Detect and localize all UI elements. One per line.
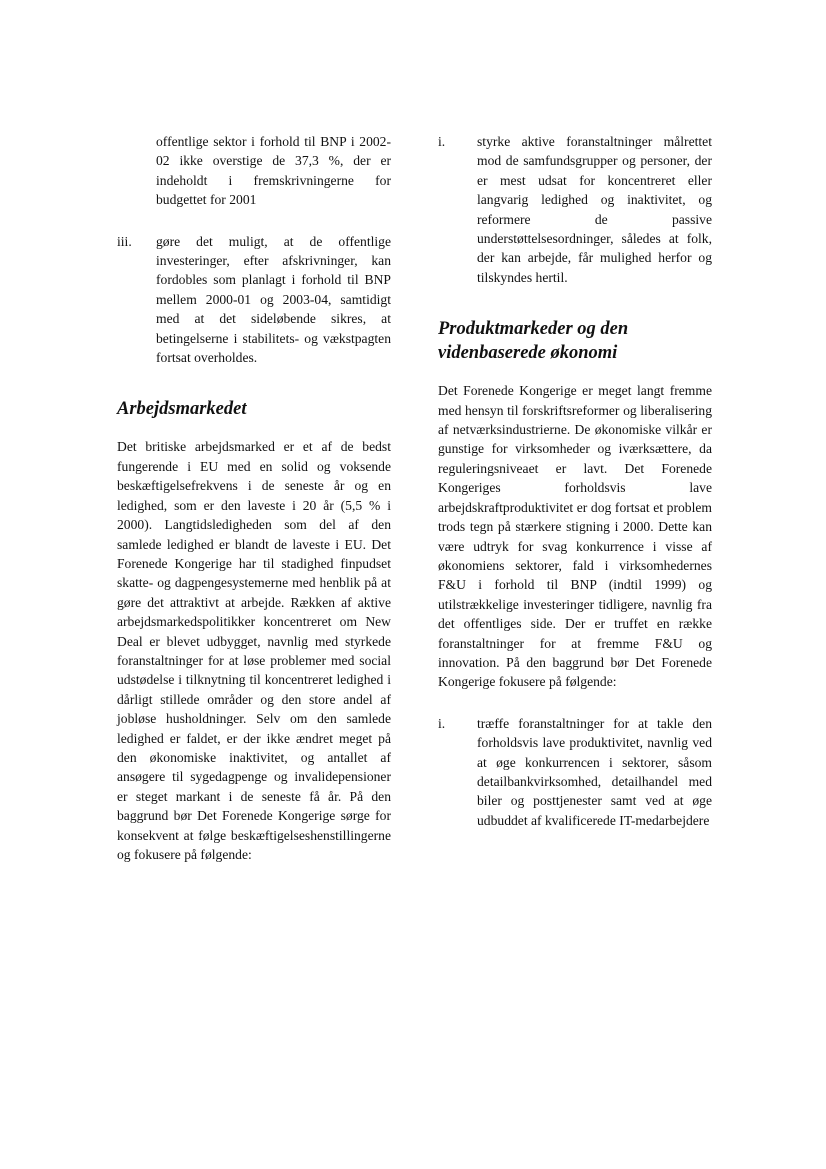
right-column (438, 132, 712, 830)
left-column (117, 132, 391, 864)
list-item-iii (117, 232, 391, 368)
continuation-text: offentlige sektor i forhold til BNP i 2002-02 ikke overstige de 37,3 %, der er indeholdt i fremskrivningerne for budgettet for 2001 (156, 134, 391, 208)
list-item-i-product (438, 714, 712, 830)
list-item-text: gøre det muligt, at de offentlige investeringer, efter afskrivninger, kan fordobles som planlagt i forhold til BNP mellem 2000-01 og 2003-04, samtidigt med at det sideløbende sikres, at betingelserne i stabilitets- og vækstpagten fortsat overholdes. (156, 233, 391, 366)
labour-market-paragraph: Det britiske arbejdsmarked er et af de bedst fungerende i EU med en solid og voksende beskæftigelsefrekvens i de seneste år og en ledighed, som er den laveste i 20 år (5,5 % i 2000). Langtidsledigheden som del af den samlede ledighed er blandt de laveste i EU. Det Forenede Kongerige har til stadighed finpudset skatte- og dagpengesystemerne med henblik på at gøre det attraktivt at arbejde. Rækken af aktive arbejdsmarkedspolitikker koncentreret om New Deal er blevet udbygget, navnlig med styrkede foranstaltninger for at løse problemer med social udstødelse i tilknytning til koncentreret ledighed i dårligt stillede områder og den store andel af jobløse husholdninger. Selv om den samlede ledighed er faldet, er der ikke ændret meget på den økonomiske inaktivitet, og antallet af ansøgere til sygedagpenge og invalidepensioner er steget markant i de seneste få år. På den baggrund bør Det Forenede Kongerige sørge for konsekvent at følge beskæftigelseshenstillingerne og fokusere på følgende: (117, 439, 391, 862)
list-number: i. (438, 134, 446, 149)
section-heading-product-markets (438, 317, 712, 365)
list-item-text: styrke aktive foranstaltninger målrettet mod de samfundsgrupper og personer, der er mest udsat for koncentreret eller langvarig ledighed og inaktivitet, og reformere de passive understøttelsesordninger, således at folk, der kan arbejde, får mulighed herfor og tilskyndes hertil. (477, 134, 712, 285)
list-item-i-labour (438, 132, 712, 287)
list-number: iii. (117, 233, 132, 249)
list-number: i. (438, 715, 446, 731)
section-heading-labour-market: Arbejdsmarkedet (117, 399, 247, 420)
product-markets-paragraph: Det Forenede Kongerige er meget langt fremme med hensyn til forskriftsreformer og liberalisering af netværksindustrierne. De økonomiske vilkår er gunstige for virksomheder og iværksættere, da reguleringsniveaet er lavt. Det Forenede Kongeriges forholdsvis lave arbejdskraftproduktivitet er dog fortsat et problem trods tegn på stærkere stigning i 2000. Dette kan være udtryk for svag konkurrence i visse af økonomiens sektorer, fald i virksomhedernes F&U i forhold til BNP (indtil 1999) og utilstrækkelige investeringer tidligere, navnlig fra det offentliges side. Der er truffet en række foranstaltninger for at fremme F&U og innovation. På den baggrund bør Det Forenede Kongerige fokusere på følgende: (438, 383, 712, 690)
heading-line-1: Produktmarkeder og den (438, 319, 629, 340)
list-item-continuation (117, 132, 391, 210)
heading-line-2: videnbaserede økonomi (438, 343, 618, 364)
list-item-text: træffe foranstaltninger for at takle den forholdsvis lave produktivitet, navnlig ved at øge konkurrencen i sektorer, såsom detailbankvirksomhed, detailhandel med biler og posttjenester samt ved at øge udbuddet af kvalificerede IT-medarbejdere (477, 715, 712, 828)
